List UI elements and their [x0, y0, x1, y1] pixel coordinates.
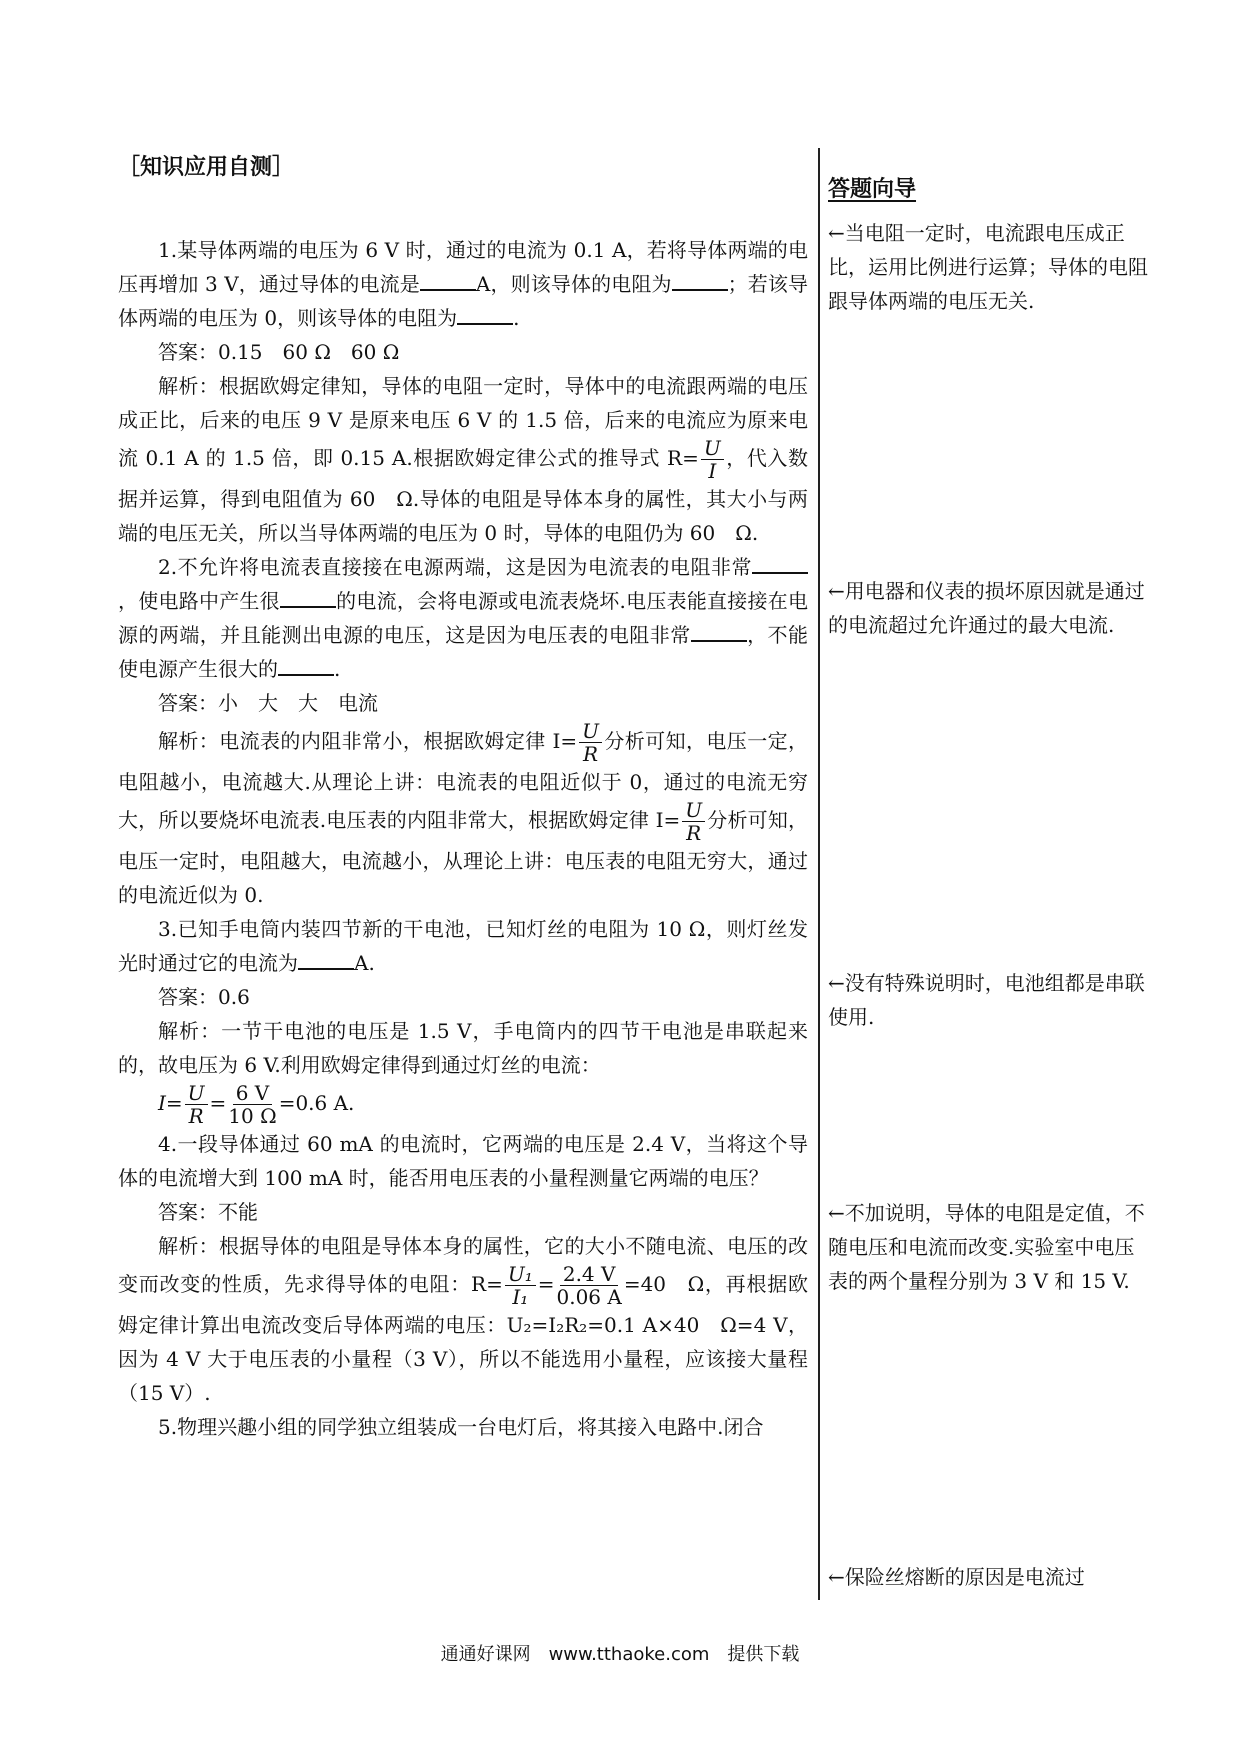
section-title: ［知识应用自测］: [118, 154, 295, 180]
fraction: $\frac{6 V}{10 \Omega}$: [228, 1081, 277, 1128]
guide-note-4: ←不加说明，导体的电阻是定值，不随电压和电流而改变.实验室中电压表的两个量程分别为 3 V 和 15 V.: [828, 1201, 1145, 1293]
analysis-4: 解析：根据导体的电阻是导体本身的属性，它的大小不随电流、电压的改变而改变的性质，先求得导体的电阻：R= $\frac{\text{U₁}}{\text{I₁}}$ = $\frac{2.4 V}{0.06 A}$ =40 Ω，再根据欧姆定律计算出电流改变后导体两端的电压：U₂=I₂R₂=0.1 A×40 Ω=4 V，因为 4 V 大于电压表的小量程（3 V），所以不能选用小量程，应该接大量程（15 V）.: [118, 1234, 808, 1405]
fraction: $\frac{\text{U₁}}{\text{I₁}}$: [505, 1263, 536, 1308]
answer-blank: [298, 967, 354, 970]
question-3: 3.已知手电筒内装四节新的干电池，已知灯丝的电阻为 10 Ω，则灯丝发光时通过它的电流为 A.: [118, 917, 808, 975]
answer-blank: [280, 605, 336, 608]
answer-blank: [691, 639, 747, 642]
guide-note-3: ←没有特殊说明时，电池组都是串联使用.: [828, 971, 1145, 1029]
fraction: $\frac{U}{R}$: [579, 720, 602, 765]
question-2: 2.不允许将电流表直接接在电源两端，这是因为电流表的电阻非常，使电路中产生很 的电流，会将电源或电流表烧坏.电压表能直接接在电源的两端，并且能测出电源的电压，这是因为电压表的电阻非常 ，不能使电源产生很大的 .: [118, 555, 809, 681]
analysis-3: 解析：一节干电池的电压是 1.5 V，手电筒内的四节干电池是串联起来的，故电压为 6 V.利用欧姆定律得到通过灯丝的电流：: [118, 1019, 808, 1077]
answer-blank: [420, 288, 476, 291]
answer-blank: [457, 322, 513, 325]
fraction: $\frac{U}{R}$: [682, 799, 705, 844]
analysis-2: 解析：电流表的内阻非常小，根据欧姆定律 I= $\frac{U}{R}$ 分析可知，电压一定，电阻越小，电流越大.从理论上讲：电流表的电阻近似于 0，通过的电流无穷大，所以要烧坏电流表.电压表的内阻非常大，根据欧姆定律 I= $\frac{U}{R}$ 分析可知，电压一定时，电阻越大，电流越小，从理论上讲：电压表的电阻无穷大，通过的电流近似为 0.: [118, 719, 809, 907]
answer-1: 答案：0.15 60 Ω 60 Ω: [158, 340, 400, 364]
guide-note-5: ←保险丝熔断的原因是电流过: [828, 1565, 1085, 1589]
column-divider: [818, 148, 820, 1600]
answer-blank: [752, 571, 808, 574]
answer-2: 答案：小 大 大 电流: [158, 691, 378, 715]
question-4: 4.一段导体通过 60 mA 的电流时，它两端的电压是 2.4 V，当将这个导体的电流增大到 100 mA 时，能否用电压表的小量程测量它两端的电压？: [118, 1132, 808, 1190]
answer-blank: [278, 673, 334, 676]
question-1: 1.某导体两端的电压为 6 V 时，通过的电流为 0.1 A，若将导体两端的电压再增加 3 V，通过导体的电流是 A，则该导体的电阻为 ；若该导体两端的电压为 0，则该导体的电阻为 .: [118, 238, 809, 330]
guide-note-1: ←当电阻一定时，电流跟电压成正比，运用比例进行运算；导体的电阻跟导体两端的电压无关.: [828, 221, 1148, 313]
main-column: [118, 150, 808, 1444]
answer-blank: [672, 288, 728, 291]
footer-text: 通通好课网 www.tthaoke.com 提供下载: [440, 1644, 800, 1665]
equation-3: I= $\frac{U}{R}$ = $\frac{6 V}{10 \Omega}$ =0.6 A.: [158, 1081, 355, 1128]
fraction: $\frac{2.4 V}{0.06 A}$: [556, 1262, 622, 1309]
guide-note-2: ←用电器和仪表的损坏原因就是通过的电流超过允许通过的最大电流.: [828, 579, 1145, 637]
answer-3: 答案：0.6: [158, 985, 250, 1009]
answer-4: 答案：不能: [158, 1200, 258, 1224]
guide-title: 答题向导: [828, 176, 917, 202]
fraction: $\frac{U}{I}$: [701, 437, 724, 482]
analysis-1: 解析：根据欧姆定律知，导体的电阻一定时，导体中的电流跟两端的电压成正比，后来的电压 9 V 是原来电压 6 V 的 1.5 倍，后来的电流应为原来电流 0.1 A 的 1.5 倍，即 0.15 A.根据欧姆定律公式的推导式 R= $\frac{U}{I}$ ，代入数据并运算，得到电阻值为 60 Ω.导体的电阻是导体本身的属性，其大小与两端的电压无关，所以当导体两端的电压为 0 时，导体的电阻仍为 60 Ω.: [118, 374, 808, 545]
fraction: $\frac{U}{R}$: [185, 1082, 208, 1127]
question-5: 5.物理兴趣小组的同学独立组装成一台电灯后，将其接入电路中.闭合: [158, 1415, 764, 1439]
